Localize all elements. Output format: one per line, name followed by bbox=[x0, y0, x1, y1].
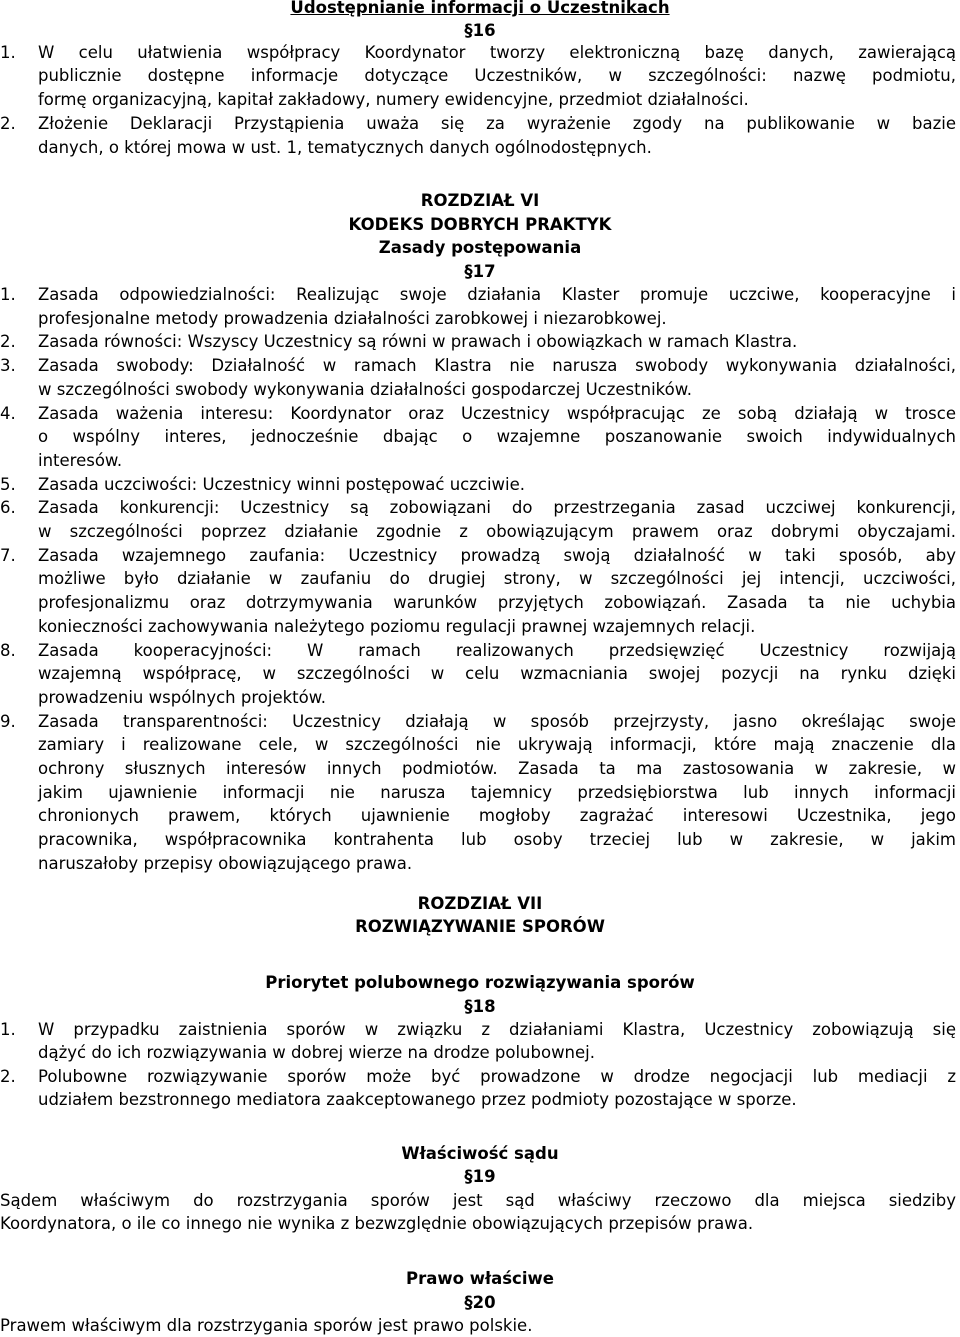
item-text: o wspólny interes, jednocześnie dbając o wzajemne poszanowanie swoich indywidualnych bbox=[38, 427, 956, 447]
item-text: Polubowne rozwiązywanie sporów może być prowadzone w drodze negocjacji lub mediacji z bbox=[38, 1066, 956, 1086]
body-text: Sądem właściwym do rozstrzygania sporów jest sąd właściwy rzeczowo dla miejsca siedziby bbox=[0, 1191, 956, 1210]
item-text: jakim ujawnienie informacji nie narusza tajemnicy przedsiębiorstwa lub innych informacji bbox=[38, 782, 956, 802]
paragraph-number-19: §19 bbox=[464, 1167, 496, 1186]
item-number: 2. bbox=[0, 332, 16, 352]
section-heading-17: Zasady postępowania bbox=[378, 238, 582, 257]
item-text: profesjonalizmu oraz dotrzymywania warunków przyjętych zobowiązań. Zasada ta nie uchybia bbox=[38, 593, 956, 613]
item-text: prowadzeniu wspólnych projektów. bbox=[38, 687, 326, 707]
item-number: 1. bbox=[0, 1020, 16, 1039]
item-text: Zasada uczciwości: Uczestnicy winni postępować uczciwie. bbox=[38, 474, 526, 494]
paragraph-number-20: §20 bbox=[464, 1293, 496, 1312]
item-text: Zasada transparentności: Uczestnicy działają w sposób przejrzysty, jasno określając swoje bbox=[38, 711, 956, 731]
item-number: 2. bbox=[0, 114, 16, 133]
item-text: Zasada odpowiedzialności: Realizując swoje działania Klaster promuje uczciwe, kooperacyjne i bbox=[38, 285, 956, 304]
item-text: Złożenie Deklaracji Przystąpienia uważa się za wyrażenie zgody na publikowanie w bazie bbox=[38, 114, 956, 133]
item-text: w szczególności swobody wykonywania działalności gospodarczej Uczestników. bbox=[38, 379, 692, 399]
item-text: wzajemną współpracę, w szczególności w celu wzmacniania swojej pozycji na rynku dzięki bbox=[38, 664, 956, 684]
item-text: interesów. bbox=[38, 450, 123, 470]
item-text: Zasada równości: Wszyscy Uczestnicy są równi w prawach i obowiązkach w ramach Klastra. bbox=[38, 332, 798, 352]
item-text-line: publicznie dostępne informacje dotyczące Uczestników, w szczególności: nazwę podmiotu, bbox=[38, 66, 956, 85]
item-number: 4. bbox=[0, 403, 16, 423]
item-number: 5. bbox=[0, 474, 16, 494]
item-number: 1. bbox=[0, 43, 16, 62]
item-text: chronionych prawem, których ujawnienie mogłoby zagrażać interesowi Uczestnika, jego bbox=[38, 806, 956, 826]
section-heading-18: Priorytet polubownego rozwiązywania sporów bbox=[265, 973, 695, 992]
item-number: 1. bbox=[0, 285, 16, 304]
chapter-title: ROZDZIAŁ VI bbox=[420, 191, 540, 210]
section-heading-19: Właściwość sądu bbox=[401, 1144, 559, 1163]
item-number: 8. bbox=[0, 640, 16, 660]
item-text: Zasada konkurencji: Uczestnicy są zobowiązani do przestrzegania zasad uczciwej konkurencji, bbox=[38, 498, 956, 518]
item-number: 7. bbox=[0, 545, 16, 565]
body-text: Koordynatora, o ile co innego nie wynika z bezwzględnie obowiązujących przepisów prawa. bbox=[0, 1214, 754, 1233]
item-number: 2. bbox=[0, 1066, 16, 1086]
item-text: dążyć do ich rozwiązywania w dobrej wierze na drodze polubownej. bbox=[38, 1043, 595, 1063]
item-text-line: danych, o której mowa w ust. 1, tematycznych danych ogólnodostępnych. bbox=[38, 138, 652, 157]
item-number: 3. bbox=[0, 356, 16, 376]
section-heading-20: Prawo właściwe bbox=[406, 1269, 554, 1288]
item-text: możliwe było działanie w zaufaniu do drugiej strony, w szczególności jej intencji, uczciwości, bbox=[38, 569, 956, 589]
item-text: Zasada swobody: Działalność w ramach Klastra nie narusza swobody wykonywania działalności, bbox=[38, 356, 956, 376]
item-text: zamiary i realizowane cele, w szczególności nie ukrywają informacji, które mają znaczenie dla bbox=[38, 735, 956, 755]
item-text: naruszałoby przepisy obowiązującego prawa. bbox=[38, 853, 413, 873]
chapter-title: ROZDZIAŁ VII bbox=[417, 894, 543, 913]
item-text: udziałem bezstronnego mediatora zaakceptowanego przez podmioty pozostające w sporze. bbox=[38, 1089, 797, 1109]
item-text: w szczególności poprzez działanie zgodnie z obowiązującym prawem oraz dobrymi obyczajami. bbox=[38, 522, 956, 541]
section-heading-16: Udostępnianie informacji o Uczestnikach bbox=[290, 0, 670, 17]
paragraph-number-18: §18 bbox=[464, 997, 496, 1016]
item-text: konieczności zachowywania należytego poziomu regulacji prawnej wzajemnych relacji. bbox=[38, 616, 756, 636]
item-number: 9. bbox=[0, 711, 16, 731]
chapter-subtitle: ROZWIĄZYWANIE SPORÓW bbox=[355, 917, 605, 936]
item-text-line: formę organizacyjną, kapitał zakładowy, numery ewidencyjne, przedmiot działalności. bbox=[38, 90, 749, 109]
item-text: ochrony słusznych interesów innych podmiotów. Zasada ta ma zastosowania w zakresie, w bbox=[38, 759, 956, 778]
item-number: 6. bbox=[0, 498, 16, 518]
item-text: pracownika, współpracownika kontrahenta lub osoby trzeciej lub w zakresie, w jakim bbox=[38, 830, 956, 850]
paragraph-number-17: §17 bbox=[464, 262, 496, 281]
item-text: Zasada ważenia interesu: Koordynator oraz Uczestnicy współpracując ze sobą działają w trosce bbox=[38, 403, 956, 423]
chapter-subtitle: KODEKS DOBRYCH PRAKTYK bbox=[348, 215, 612, 234]
item-text: profesjonalne metody prowadzenia działalności zarobkowej i niezarobkowej. bbox=[38, 308, 667, 328]
paragraph-number-16: §16 bbox=[464, 21, 496, 40]
item-text: W przypadku zaistnienia sporów w związku z działaniami Klastra, Uczestnicy zobowiązują się bbox=[38, 1020, 956, 1039]
item-text: Zasada wzajemnego zaufania: Uczestnicy prowadzą swoją działalność w taki sposób, aby bbox=[38, 545, 956, 565]
item-text: W celu ułatwienia współpracy Koordynator tworzy elektroniczną bazę danych, zawierającą bbox=[38, 43, 956, 62]
item-text: Zasada kooperacyjności: W ramach realizowanych przedsięwzięć Uczestnicy rozwijają bbox=[38, 640, 956, 660]
body-text: Prawem właściwym dla rozstrzygania sporów jest prawo polskie. bbox=[0, 1316, 533, 1335]
